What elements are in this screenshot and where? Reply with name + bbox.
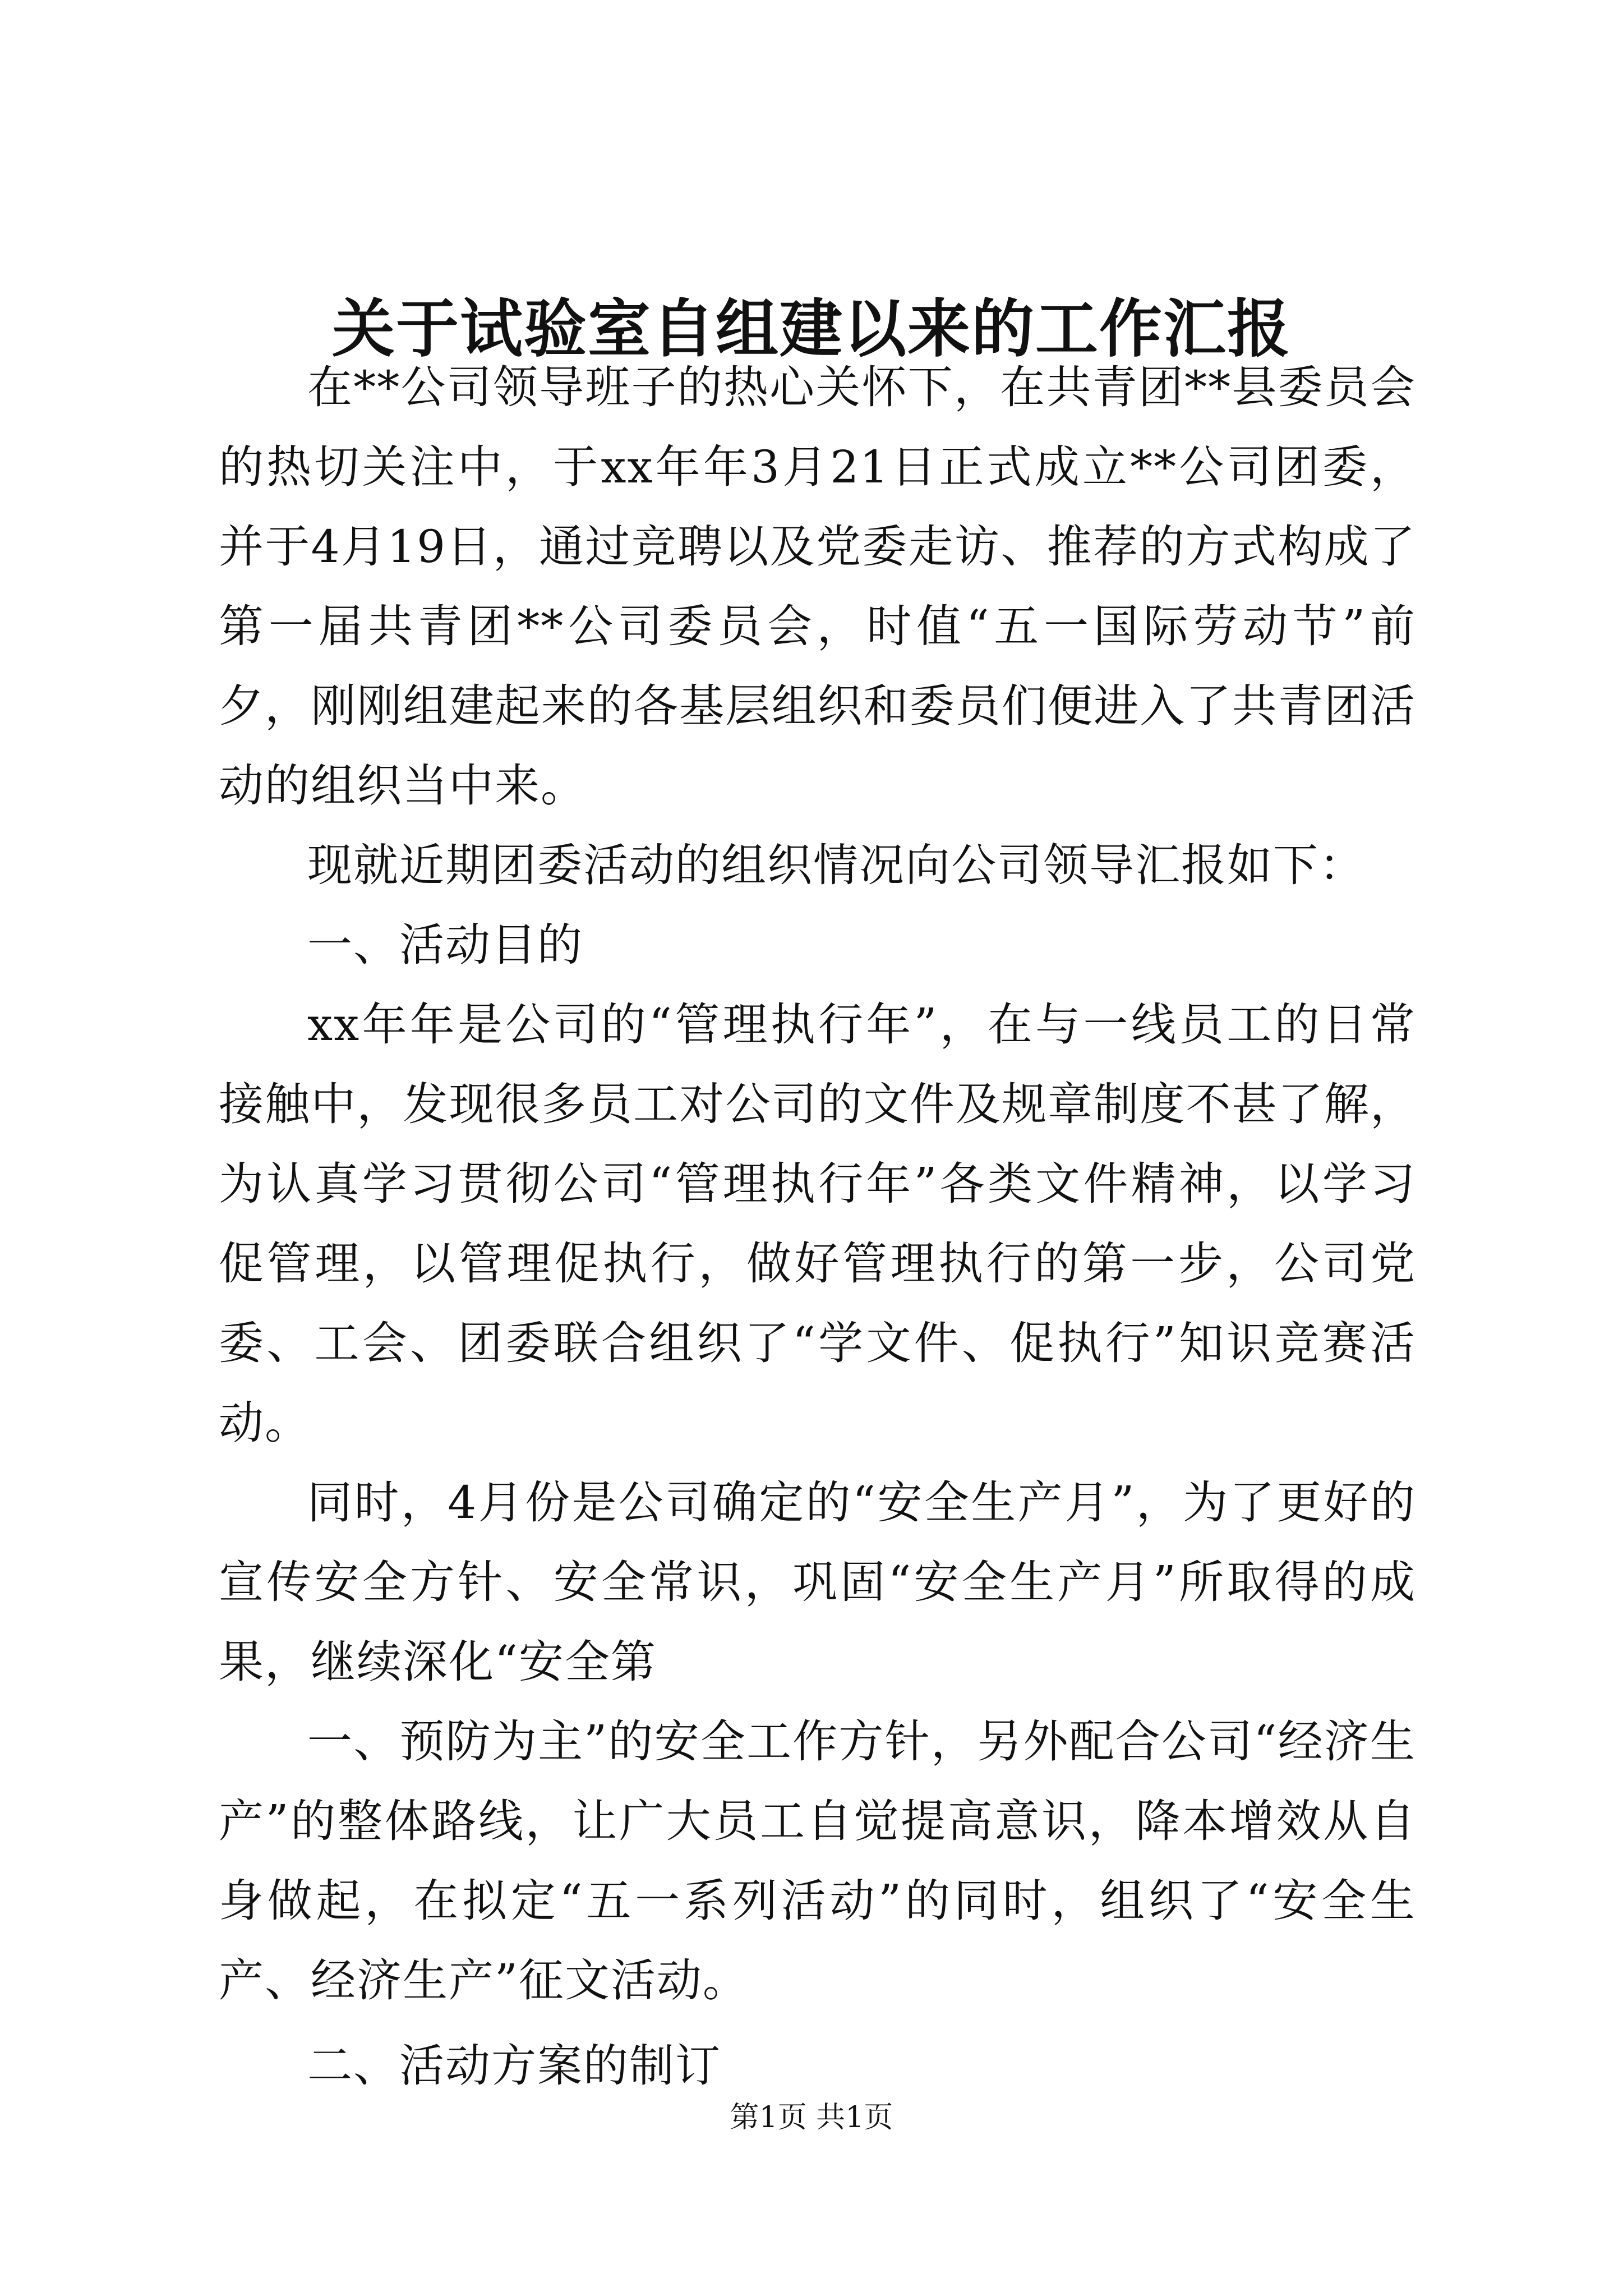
paragraph-report-lead: 现就近期团委活动的组织情况向公司领导汇报如下： (307, 839, 1365, 891)
document-body (219, 348, 1416, 2106)
section-heading-purpose: 一、活动目的 (307, 919, 583, 971)
page-number-footer: 第1页 共1页 (730, 2101, 893, 2134)
paragraph-safety-month: 同时，4月份是公司确定的“安全生产月”，为了更好的宣传安全方针、安全常识，巩固“安全生产月”所取得的成果，继续深化“安全第 (219, 1476, 1416, 1688)
document-title: 关于试验室自组建以来的工作汇报 (332, 292, 1291, 366)
paragraph-intro: 在**公司领导班子的热心关怀下，在共青团**县委员会的热切关注中，于xx年年3月21日正式成立**公司团委，并于4月19日，通过竞聘以及党委走访、推荐的方式构成了第一届共青团**公司委员会，时值“五一国际劳动节”前夕，刚刚组建起来的各基层组织和委员们便进入了共青团活动的组织当中来。 (219, 361, 1416, 812)
section-heading-plan: 二、活动方案的制订 (307, 2040, 721, 2092)
paragraph-safety-policy: 一、预防为主”的安全工作方针，另外配合公司“经济生产”的整体路线，让广大员工自觉提高意识，降本增效从自身做起，在拟定“五一系列活动”的同时，组织了“安全生产、经济生产”征文活动。 (219, 1715, 1416, 2007)
paragraph-purpose: xx年年是公司的“管理执行年”，在与一线员工的日常接触中，发现很多员工对公司的文件及规章制度不甚了解，为认真学习贯彻公司“管理执行年”各类文件精神，以学习促管理，以管理促执行，做好管理执行的第一步，公司党委、工会、团委联合组织了“学文件、促执行”知识竞赛活动。 (219, 999, 1416, 1449)
